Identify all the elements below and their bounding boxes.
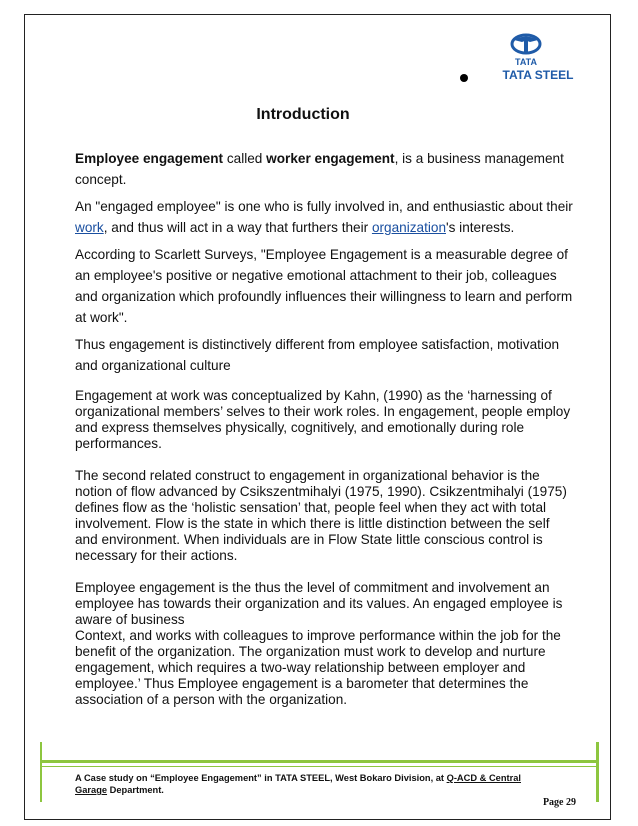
logo-brand-text: TATA (515, 57, 537, 67)
link-organization[interactable]: organization (371, 220, 446, 235)
tata-steel-logo (484, 32, 592, 86)
paragraph-definition: Employee engagement called worker engagement, is a business management concept. (75, 151, 564, 187)
footer-rule (40, 760, 598, 763)
footer-border-left (40, 742, 42, 802)
page-title: Introduction (256, 106, 350, 123)
paragraph-distinction: Thus engagement is distinctively different from employee satisfaction, motivation and organizational culture (75, 337, 560, 373)
paragraph-commitment: Employee engagement is the thus the level of commitment and involvement an employee has towards their organization and its values. An engaged employee is aware of business Context, and works with colleagues to improve performance within the job for the benefit of the organization. The organization must work to develop and nurture engagement, which requires a two-way relationship between employer and employee.’ Thus Employee engagement is a barometer that determines the association of a person with the organization. (75, 580, 563, 707)
paragraph-scarlett-surveys: According to Scarlett Surveys, "Employee Engagement is a measurable degree of an employee's positive or negative emotional attachment to their job, colleagues and organization which profoundly influences their willingness to learn and perform at work". (75, 247, 573, 325)
footer-underlined: Q-ACD & Central Garage (75, 773, 521, 795)
paragraph-kahn: Engagement at work was conceptualized by Kahn, (1990) as the ‘harnessing of organizational members’ selves to their work roles. In engagement, people employ and express themselves physically, cognitively, and emotionally during role performances. (75, 388, 571, 451)
paragraph-flow: The second related construct to engagement in organizational behavior is the notion of flow advanced by Csikszentmihalyi (1975, 1990). Csikzentmihalyi (1975) defines flow as the ‘holistic sensation’ that, people feel when they act with total involvement. Flow is the state in which there is little distinction between the self and environment. When individuals are in Flow State little conscious control is necessary for their actions. (75, 468, 567, 563)
footer-rule-thin (40, 766, 598, 767)
paragraph-engaged-employee: An "engaged employee" is one who is fully involved in, and enthusiastic about their work, and thus will act in a way that furthers their organization's interests. (75, 199, 573, 235)
footer-border-right (596, 742, 599, 802)
document-body (75, 148, 575, 708)
logo-name-text: TATA STEEL (502, 68, 574, 82)
link-work[interactable]: work (75, 220, 104, 235)
page-number: Page 29 (542, 797, 576, 808)
bullet-dot (460, 74, 468, 82)
footer-text: A Case study on “Employee Engagement” in TATA STEEL, West Bokaro Division, at Q-ACD & Central Garage Department. (75, 773, 521, 795)
